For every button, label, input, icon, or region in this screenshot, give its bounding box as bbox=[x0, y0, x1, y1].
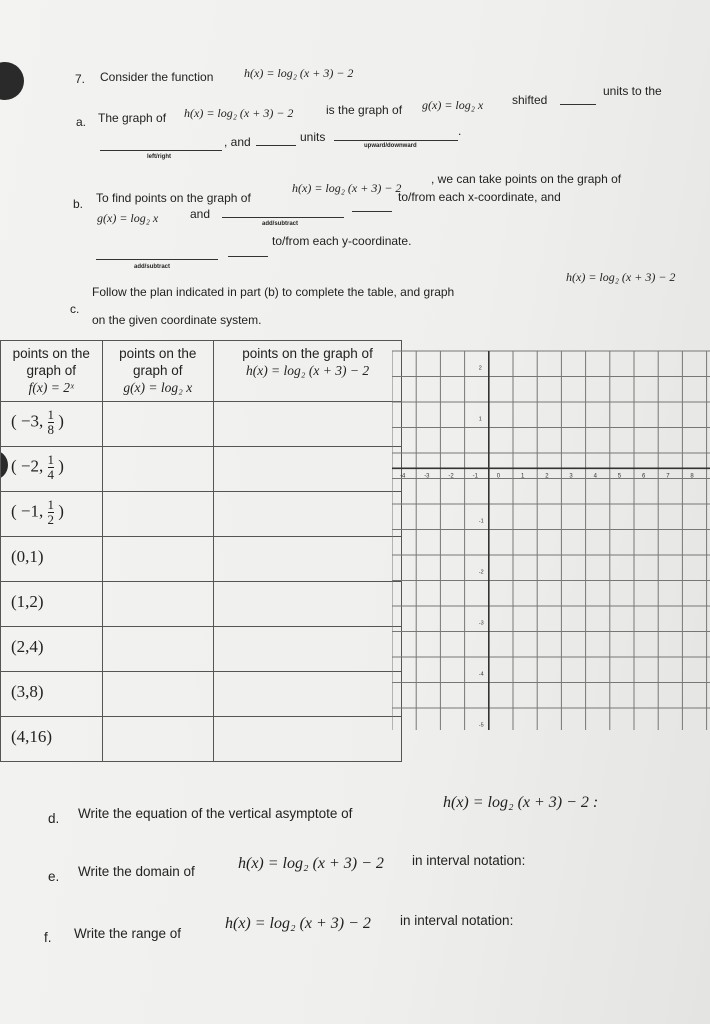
point-value: (0,1) bbox=[11, 547, 44, 566]
point-value: (1,2) bbox=[11, 592, 44, 611]
f-point-cell bbox=[1, 582, 103, 627]
point-value: (2,4) bbox=[11, 637, 44, 656]
part-b-text5: to/from each y-coordinate. bbox=[272, 234, 412, 248]
point-x: −3, bbox=[20, 411, 44, 431]
part-f-letter: f. bbox=[44, 930, 52, 945]
x-tick-label: 2 bbox=[545, 473, 549, 480]
part-a-hint-up-down: upward/downward bbox=[364, 143, 417, 149]
y-tick-label: -3 bbox=[478, 620, 484, 627]
header-g-func: g(x) = log₂ x bbox=[123, 380, 193, 395]
y-tick-label: 2 bbox=[478, 365, 482, 372]
x-tick-label: -1 bbox=[472, 473, 478, 480]
point-numerator: 1 bbox=[47, 497, 55, 512]
x-tick-label: 6 bbox=[642, 473, 646, 480]
part-a-vertical-blank[interactable] bbox=[334, 140, 458, 141]
part-d-func: h(x) = log₂ (x + 3) − 2 : bbox=[443, 794, 599, 811]
part-a-direction-blank[interactable] bbox=[100, 150, 222, 151]
g-point-cell[interactable] bbox=[102, 492, 214, 537]
header-h-line1: points on the graph of bbox=[242, 346, 373, 361]
g-point-cell[interactable] bbox=[102, 447, 214, 492]
part-b-text4: to/from each x-coordinate, and bbox=[398, 190, 561, 204]
part-b-letter: b. bbox=[73, 197, 84, 211]
g-point-cell[interactable] bbox=[102, 537, 214, 582]
table-header-row bbox=[1, 341, 402, 402]
x-tick-label: 7 bbox=[666, 473, 670, 480]
part-a-func-g: g(x) = log₂ x bbox=[422, 98, 484, 112]
part-a-func-h: h(x) = log₂ (x + 3) − 2 bbox=[184, 106, 294, 120]
part-c-text1: Follow the plan indicated in part (b) to complete the table, and graph bbox=[92, 285, 455, 299]
point-numerator: 1 bbox=[47, 407, 55, 422]
table-row bbox=[1, 672, 402, 717]
problem-function: h(x) = log₂ (x + 3) − 2 bbox=[244, 66, 354, 80]
table-row bbox=[1, 537, 402, 582]
header-h bbox=[214, 341, 402, 402]
h-point-cell[interactable] bbox=[214, 492, 402, 537]
table-row bbox=[1, 627, 402, 672]
table-row bbox=[1, 582, 402, 627]
f-point-cell: ( −2, $\frac{1}{4}$ ) bbox=[1, 447, 103, 492]
part-a-units-blank[interactable] bbox=[256, 145, 296, 146]
f-point-cell bbox=[1, 717, 103, 762]
problem-number: 7. bbox=[75, 72, 86, 86]
g-point-cell[interactable] bbox=[102, 582, 214, 627]
f-point-cell: ( −3, $\frac{1}{8}$ ) bbox=[1, 402, 103, 447]
part-b-func-h: h(x) = log₂ (x + 3) − 2 bbox=[292, 181, 402, 195]
header-f-line1: points on the bbox=[12, 346, 90, 361]
part-b-y-amount-blank[interactable] bbox=[228, 256, 268, 257]
g-point-cell[interactable] bbox=[102, 627, 214, 672]
part-e-func: h(x) = log₂ (x + 3) − 2 bbox=[238, 855, 384, 872]
part-f-text1: Write the range of bbox=[74, 926, 182, 941]
point-denominator: 4 bbox=[47, 467, 55, 482]
x-tick-label: 3 bbox=[569, 473, 573, 480]
g-point-cell[interactable] bbox=[102, 717, 214, 762]
f-point-cell: ( −1, $\frac{1}{2}$ ) bbox=[1, 492, 103, 537]
f-point-cell bbox=[1, 537, 103, 582]
x-tick-label: -4 bbox=[400, 473, 406, 480]
part-c-func-h: h(x) = log₂ (x + 3) − 2 bbox=[566, 270, 676, 284]
part-d-letter: d. bbox=[48, 811, 60, 826]
point-numerator: 1 bbox=[47, 452, 55, 467]
table-row bbox=[1, 447, 402, 492]
part-b-x-shift-blank[interactable] bbox=[222, 217, 344, 218]
header-g-line2: graph of bbox=[133, 363, 183, 378]
part-b-y-shift-blank[interactable] bbox=[96, 259, 218, 260]
part-a-text5: , and bbox=[224, 135, 251, 149]
x-tick-label: 0 bbox=[496, 473, 501, 480]
part-a-text2: is the graph of bbox=[326, 103, 403, 117]
header-f-func: f(x) = 2ˣ bbox=[28, 380, 74, 395]
part-e-letter: e. bbox=[48, 869, 60, 884]
header-g bbox=[102, 341, 214, 402]
y-tick-label: -2 bbox=[478, 569, 484, 576]
x-tick-label: 8 bbox=[690, 473, 694, 480]
part-a-text3: shifted bbox=[512, 93, 548, 107]
f-point-cell bbox=[1, 672, 103, 717]
point-x: −1, bbox=[20, 501, 44, 521]
part-e-text2: in interval notation: bbox=[412, 853, 526, 868]
part-a-text1: The graph of bbox=[98, 111, 167, 125]
table-row bbox=[1, 717, 402, 762]
table-row bbox=[1, 402, 402, 447]
part-a-hint-left-right: left/right bbox=[147, 154, 171, 160]
y-tick-label: -1 bbox=[478, 518, 484, 525]
table-row bbox=[1, 492, 402, 537]
header-f-line2: graph of bbox=[26, 363, 77, 378]
header-h-func: h(x) = log₂ (x + 3) − 2 bbox=[245, 363, 370, 378]
point-x: −2, bbox=[20, 456, 44, 476]
part-b-text3: and bbox=[190, 207, 211, 221]
x-tick-label: 5 bbox=[617, 473, 622, 480]
part-d-text: Write the equation of the vertical asymptote of bbox=[78, 806, 353, 821]
g-point-cell[interactable] bbox=[102, 402, 214, 447]
header-g-line1: points on the bbox=[119, 346, 197, 361]
point-value: (3,8) bbox=[11, 682, 44, 701]
part-e-text1: Write the domain of bbox=[78, 864, 195, 879]
point-value: (4,16) bbox=[11, 727, 53, 746]
x-tick-label: 4 bbox=[593, 473, 597, 480]
h-point-cell[interactable] bbox=[214, 717, 402, 762]
points-table bbox=[0, 340, 402, 762]
part-b-x-amount-blank[interactable] bbox=[352, 211, 392, 212]
x-tick-label: -2 bbox=[448, 473, 454, 480]
h-point-cell[interactable] bbox=[214, 402, 402, 447]
part-c-text2: on the given coordinate system. bbox=[92, 313, 262, 327]
part-f-text2: in interval notation: bbox=[400, 913, 514, 928]
point-denominator: 2 bbox=[47, 512, 55, 527]
part-b-func-g: g(x) = log₂ x bbox=[97, 211, 159, 225]
part-b-hint1: add/subtract bbox=[262, 221, 299, 227]
part-b-text1: To find points on the graph of bbox=[96, 191, 251, 205]
part-b-text2: , we can take points on the graph of bbox=[431, 172, 622, 186]
y-tick-label: 1 bbox=[478, 416, 482, 423]
x-tick-label: -3 bbox=[424, 473, 430, 480]
part-b-hint2: add/subtract bbox=[134, 264, 171, 270]
h-point-cell[interactable] bbox=[214, 672, 402, 717]
part-a-text4: units to the bbox=[603, 84, 662, 98]
coordinate-grid[interactable] bbox=[392, 345, 710, 730]
header-f bbox=[1, 341, 103, 402]
part-a-shift-blank[interactable] bbox=[560, 104, 596, 105]
point-denominator: 8 bbox=[47, 422, 55, 437]
part-a-letter: a. bbox=[76, 115, 87, 129]
problem-intro: Consider the function bbox=[100, 70, 214, 84]
y-tick-label: -5 bbox=[478, 722, 484, 729]
x-tick-label: 1 bbox=[521, 473, 525, 480]
h-point-cell[interactable] bbox=[214, 537, 402, 582]
part-c-letter: c. bbox=[70, 302, 80, 316]
part-a-period: . bbox=[458, 124, 462, 138]
h-point-cell[interactable] bbox=[214, 447, 402, 492]
h-point-cell[interactable] bbox=[214, 582, 402, 627]
f-point-cell bbox=[1, 627, 103, 672]
y-tick-label: -4 bbox=[478, 671, 484, 678]
g-point-cell[interactable] bbox=[102, 672, 214, 717]
part-a-text6: units bbox=[300, 130, 326, 144]
h-point-cell[interactable] bbox=[214, 627, 402, 672]
part-f-func: h(x) = log₂ (x + 3) − 2 bbox=[225, 915, 371, 932]
